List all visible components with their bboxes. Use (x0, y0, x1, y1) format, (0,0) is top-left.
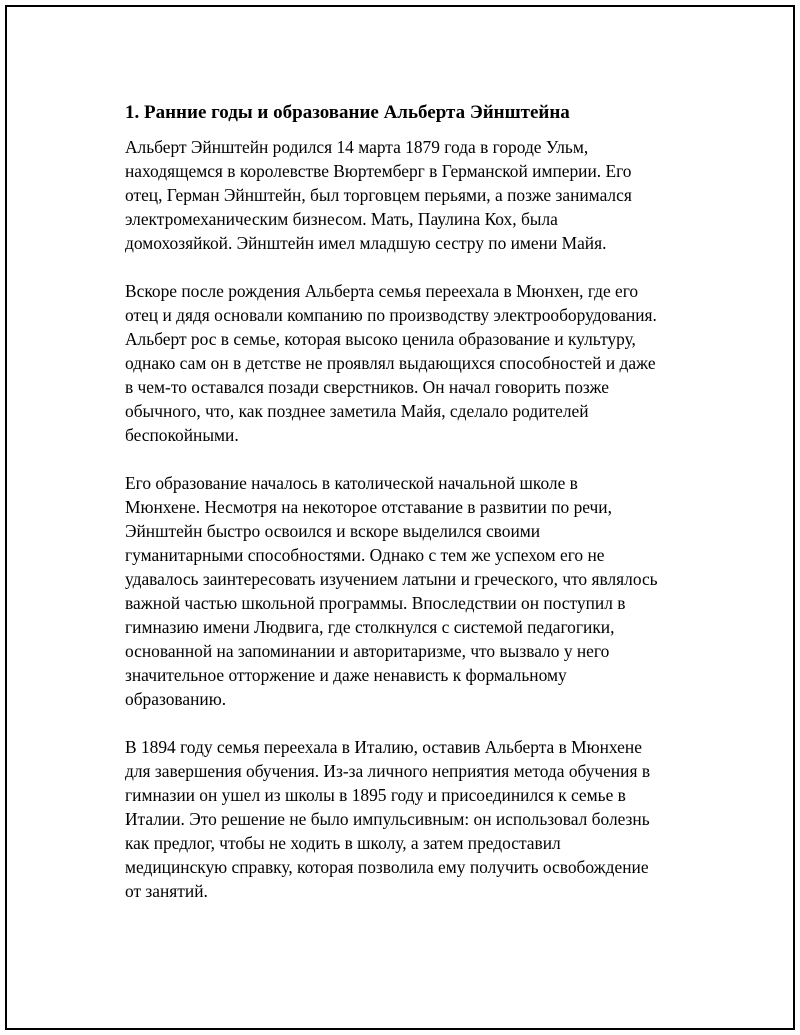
paragraph-line: отец, Герман Эйнштейн, был торговцем перьями, а позже занимался (125, 185, 632, 205)
paragraph-line: гимназии он ушел из школы в 1895 году и присоединился к семье в (125, 785, 626, 805)
paragraph-line: образованию. (125, 689, 227, 709)
paragraph-line: удавалось заинтересовать изучением латыни и греческого, что являлось (125, 569, 658, 589)
paragraph-line: Италии. Это решение не было импульсивным: он использовал болезнь (125, 809, 650, 829)
paragraph-line: для завершения обучения. Из-за личного неприятия метода обучения в (125, 761, 651, 781)
section-heading: 1. Ранние годы и образование Альберта Эйнштейна (125, 102, 570, 123)
paragraph-line: Мюнхене. Несмотря на некоторое отставание в развитии по речи, (125, 497, 612, 517)
paragraph-line: беспокойными. (125, 425, 239, 445)
paragraph-line: основанной на запоминании и авторитаризме, что вызвало у него (125, 641, 610, 661)
paragraph-line: гуманитарными способностями. Однако с тем же успехом его не (125, 545, 605, 565)
paragraph-line: находящемся в королевстве Вюртемберг в Германской империи. Его (125, 161, 632, 181)
paragraph-line: как предлог, чтобы не ходить в школу, а затем предоставил (125, 833, 561, 853)
document-body (125, 101, 705, 927)
paragraph-line: от занятий. (125, 881, 208, 901)
paragraph-line: гимназию имени Людвига, где столкнулся с системой педагогики, (125, 617, 615, 637)
paragraph-line: электромеханическим бизнесом. Мать, Паулина Кох, была (125, 209, 558, 229)
paragraph-line: Альберт Эйнштейн родился 14 марта 1879 года в городе Ульм, (125, 137, 589, 157)
paragraph-italy (125, 735, 705, 903)
paragraph-munich (125, 279, 705, 447)
paragraph-line: В 1894 году семья переехала в Италию, оставив Альберта в Мюнхене (125, 737, 642, 757)
paragraph-line: обычного, что, как позднее заметила Майя, сделало родителей (125, 401, 589, 421)
paragraph-birth (125, 135, 705, 255)
paragraph-line: значительное отторжение и даже ненависть к формальному (125, 665, 567, 685)
paragraph-line: Эйнштейн быстро освоился и вскоре выделился своими (125, 521, 541, 541)
paragraph-line: Вскоре после рождения Альберта семья переехала в Мюнхен, где его (125, 281, 639, 301)
paragraph-line: важной частью школьной программы. Впоследствии он поступил в (125, 593, 626, 613)
paragraph-education (125, 471, 705, 711)
paragraph-line: медицинскую справку, которая позволила ему получить освобождение (125, 857, 649, 877)
paragraph-line: Его образование началось в католической начальной школе в (125, 473, 578, 493)
paragraph-line: Альберт рос в семье, которая высоко ценила образование и культуру, (125, 329, 636, 349)
paragraph-line: отец и дядя основали компанию по производству электрооборудования. (125, 305, 657, 325)
paragraph-line: домохозяйкой. Эйнштейн имел младшую сестру по имени Майя. (125, 233, 607, 253)
page-frame (5, 5, 795, 1030)
paragraph-line: в чем-то оставался позади сверстников. Он начал говорить позже (125, 377, 609, 397)
paragraph-line: однако сам он в детстве не проявлял выдающихся способностей и даже (125, 353, 656, 373)
